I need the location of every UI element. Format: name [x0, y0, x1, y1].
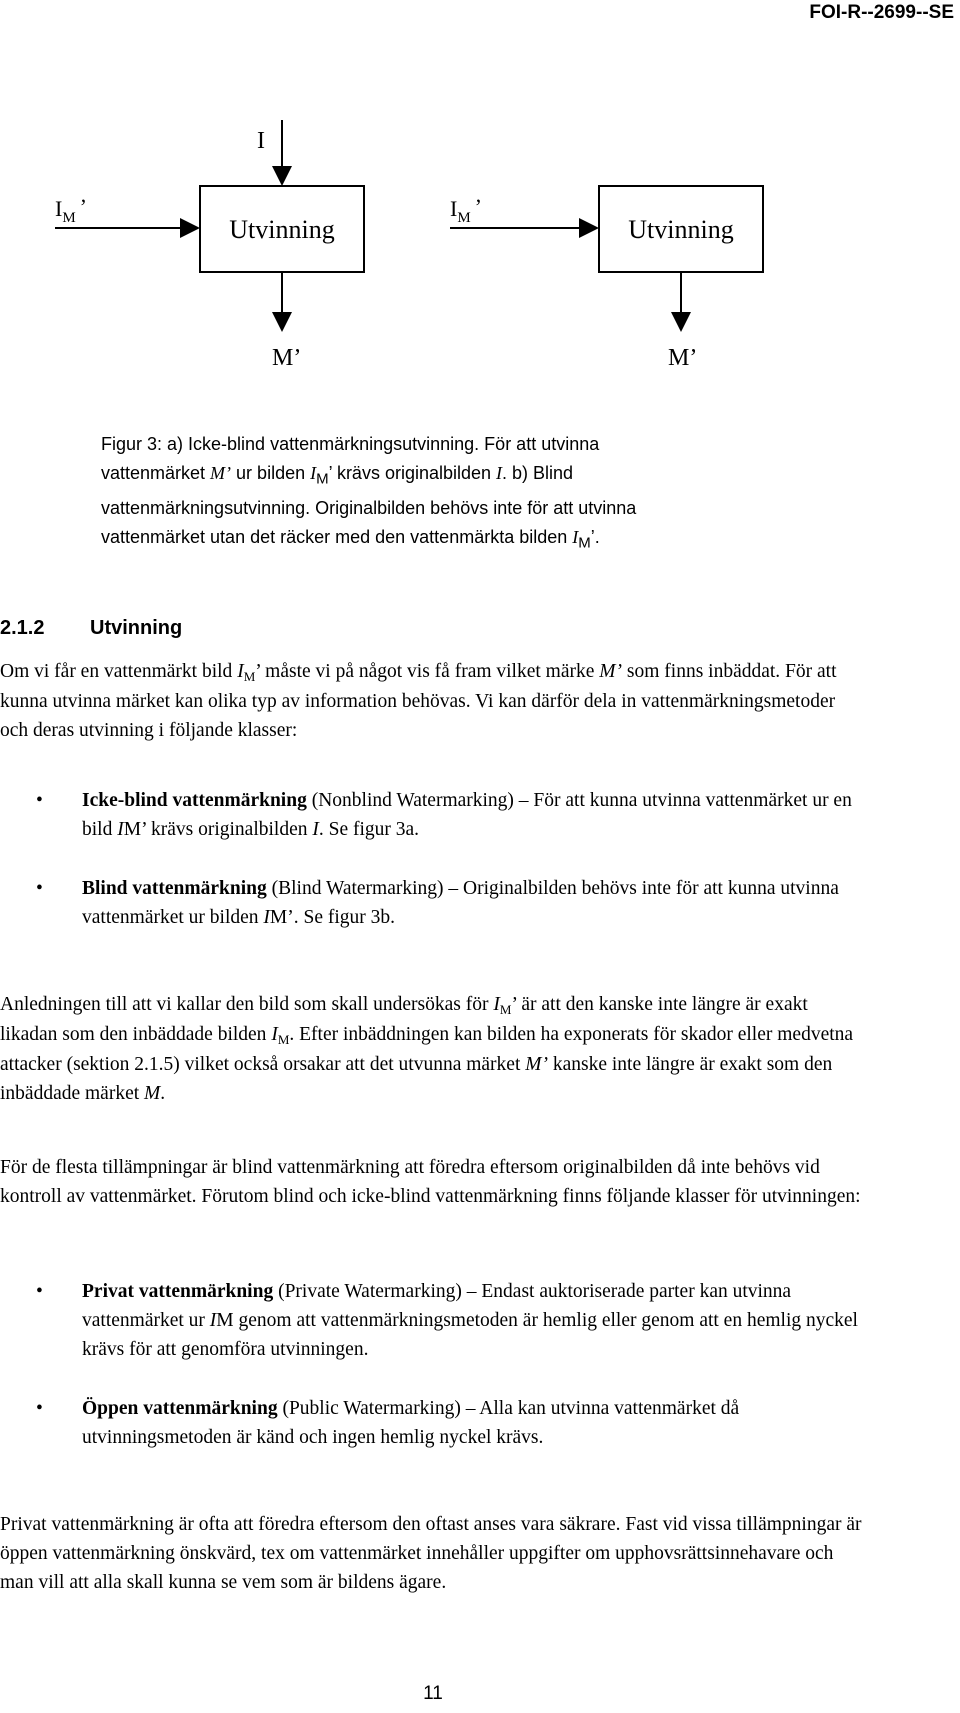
output-m-label-b: M’ [668, 345, 698, 371]
diagram-b [450, 186, 763, 371]
document-id: FOI-R--2699--SE [809, 2, 954, 23]
figure-caption [101, 430, 761, 557]
extraction-box-a-label: Utvinning [229, 215, 335, 244]
caption-line-1: Figur 3: a) Icke-blind vattenmärkningsutvinning. För att utvinna [101, 434, 600, 454]
figure-3-diagram [0, 100, 960, 400]
caption-line-2: vattenmärket M’ ur bilden $I_M$’ krävs originalbilden I. b) Blind [101, 463, 574, 488]
output-m-label-a: M’ [272, 345, 302, 371]
list-item: • Blind vattenmärkning (Blind Watermarking) – Originalbilden behövs inte för att kunna utvinna vattenmärket ur bilden IM’. Se figur 3b. [0, 874, 866, 932]
bullet-icon: • [36, 1398, 43, 1419]
input-im-right-label: $I_M$ ’ [450, 194, 482, 226]
list-item: • Icke-blind vattenmärkning (Nonblind Watermarking) – För att kunna utvinna vattenmärket ur en bild IM’ krävs originalbilden I. Se figur 3a. [0, 786, 866, 844]
paragraph-private-preference: Privat vattenmärkning är ofta att föredra eftersom den oftast anses vara säkrare. Fast vid vissa tillämpningar är öppen vattenmärkning önskvärd, tex om vattenmärket innehåller uppgifter om upphovsrättsinnehavare och man vill att alla skall kunna se vem som är bildens ägare. [0, 1514, 862, 1593]
bullet-icon: • [36, 790, 43, 811]
input-i-label: I [257, 128, 265, 154]
list-item: • Privat vattenmärkning (Private Watermarking) – Endast auktoriserade parter kan utvinna vattenmärket ur IM genom att vattenmärkningsmetoden är hemlig eller genom att en hemlig nyckel krävs för att genomföra utvinningen. [0, 1277, 866, 1364]
section-title: Utvinning [90, 617, 183, 639]
section-number: 2.1.2 [0, 617, 45, 639]
paragraph-intro: Om vi får en vattenmärkt bild $I_M$’ måste vi på något vis få fram vilket märke M’ som finns inbäddat. För att kunna utvinna märket kan olika typ av information behövas. Vi kan därför dela in vattenmärkningsmetoder och deras utvinning i följande klasser: [0, 661, 837, 741]
paragraph-reason: Anledningen till att vi kallar den bild som skall undersökas för $I_M$’ är att den kanske inte längre är exakt likadan som den inbäddade bilden $I_M$. Efter inbäddningen kan bilden ha exponerats för skador eller medvetna attacker (sektion 2.1.5) vilket också orsakar att det utvunna märket M’ kanske inte längre är exakt som den inbäddade märket M. [0, 994, 854, 1104]
paragraph-blind-preference: För de flesta tillämpningar är blind vattenmärkning att föredra eftersom originalbilden då inte behövs vid kontroll av vattenmärket. Förutom blind och icke-blind vattenmärkning finns följande klasser för utvinningen: [0, 1157, 861, 1207]
input-im-left-label: $I_M$ ’ [55, 194, 87, 226]
extraction-classes-list [0, 786, 866, 962]
access-classes-list [0, 1277, 866, 1482]
bullet-icon: • [36, 1281, 43, 1302]
section-heading [0, 617, 182, 640]
caption-line-4: vattenmärket utan det räcker med den vattenmärkta bilden $I_M$’. [101, 526, 600, 552]
extraction-box-b-label: Utvinning [628, 215, 734, 244]
list-item: • Öppen vattenmärkning (Public Watermarking) – Alla kan utvinna vattenmärket då utvinningsmetoden är känd och ingen hemlig nyckel krävs. [0, 1394, 866, 1452]
bullet-icon: • [36, 878, 43, 899]
caption-line-3: vattenmärkningsutvinning. Originalbilden behövs inte för att utvinna [101, 497, 637, 518]
diagram-a [55, 120, 364, 371]
page-number: 11 [423, 1683, 443, 1704]
